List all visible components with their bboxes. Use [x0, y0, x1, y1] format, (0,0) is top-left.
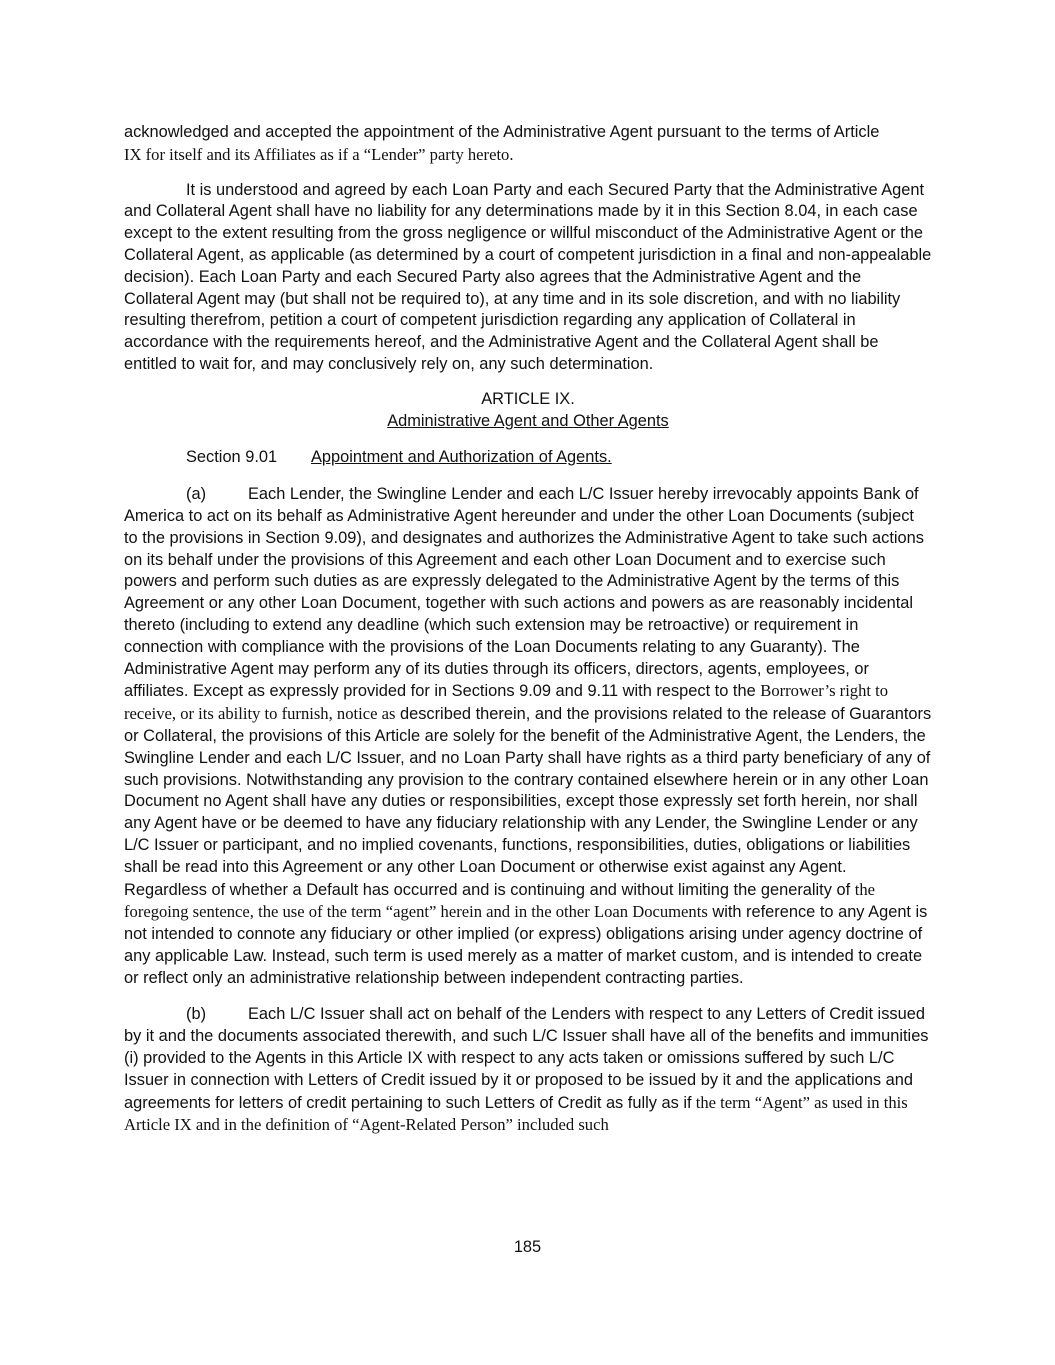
page-number: 185 [513, 1238, 542, 1256]
section-title: Appointment and Authorization of Agents. [311, 448, 612, 467]
article-number: ARTICLE IX. [481, 389, 575, 408]
continuation-line-2: IX for itself and its Affiliates as if a “Lender” party hereto. [124, 144, 514, 164]
paragraph-b-text-1: Each L/C Issuer shall act on behalf of the Lenders with respect to any Letters of Credit issued by it and the documents associated therewith, and such L/C Issuer shall have all of the benefits and immunities (i) provided to the Agents in this Article IX with respect to any acts taken or omissions suffered by such L/C Issuer in connection with Letters of Credit issued by it or proposed to be issued by it and the applications and agreements for letters of credit pertaining to such Letters of Credit as fully as if [124, 1005, 929, 1112]
paragraph-b [124, 1004, 932, 1137]
paragraph-a-label: (a) [186, 485, 207, 504]
section-8-04-paragraph: It is understood and agreed by each Loan Party and each Secured Party that the Administrative Agent and Collateral Agent shall have no liability for any determinations made by it in this Section 8.04, in each case except to the extent resulting from the gross negligence or willful misconduct of the Administrative Agent or the Collateral Agent, as applicable (as determined by a court of competent jurisdiction in a final and non-appealable decision). Each Loan Party and each Secured Party also agrees that the Administrative Agent and the Collateral Agent may (but shall not be required to), at any time and in its sole discretion, and with no liability resulting therefrom, petition a court of competent jurisdiction regarding any application of Collateral in accordance with the requirements hereof, and the Administrative Agent and the Collateral Agent shall be entitled to wait for, and may conclusively rely on, any such determination. [124, 180, 932, 373]
document-page [124, 122, 932, 1137]
continuation-line-1: acknowledged and accepted the appointment of the Administrative Agent pursuant to the terms of Article [124, 123, 880, 141]
paragraph-a-text-serif-2: the foregoing sentence, the use of the term “agent” herein and in the other Loan Documents [124, 879, 875, 922]
paragraph-b-label: (b) [186, 1005, 207, 1024]
article-title: Administrative Agent and Other Agents [387, 411, 669, 430]
paragraph-b-text-serif-1: the term “Agent” as used in this Article IX and in the definition of “Agent-Related Person” included such [124, 1092, 908, 1135]
paragraph-a-text-serif-1: Borrower’s right to receive, or its ability to furnish, notice as [124, 681, 889, 724]
section-number: Section 9.01 [186, 448, 278, 467]
section-heading [124, 447, 932, 469]
paragraph-a-text-1: Each Lender, the Swingline Lender and each L/C Issuer hereby irrevocably appoints Bank of America to act on its behalf as Administrative Agent hereunder and under the other Loan Documents (subject to the provisions in Section 9.09), and designates and authorizes the Administrative Agent to take such actions on its behalf under the provisions of this Agreement and each other Loan Document and to exercise such powers and perform such duties as are expressly delegated to the Administrative Agent by the terms of this Agreement or any other Loan Document, together with such actions and powers as are reasonably incidental thereto (including to extend any deadline (which such extension may be retroactive) or requirement in connection with compliance with the provisions of the Loan Documents relating to any Guaranty). The Administrative Agent may perform any of its duties through its officers, directors, agents, employees, or affiliates. Except as expressly provided for in Sections 9.09 and 9.11 with respect to the [124, 485, 924, 701]
article-heading [124, 389, 932, 433]
paragraph-a-text-3: with reference to any Agent is not intended to connote any fiduciary or other implied (or express) obligations arising under agency doctrine of any applicable Law. Instead, such term is used merely as a matter of market custom, and is intended to create or reflect only an administrative relationship between independent contracting parties. [124, 903, 928, 987]
paragraph-a [124, 484, 932, 989]
paragraph-a-text-2: described therein, and the provisions related to the release of Guarantors or Collateral, the provisions of this Article are solely for the benefit of the Administrative Agent, the Lenders, the Swingline Lender and each L/C Issuer, and no Loan Party shall have rights as a third party beneficiary of any of such provisions. Notwithstanding any provision to the contrary contained elsewhere herein or in any other Loan Document no Agent shall have any duties or responsibilities, except those expressly set forth herein, nor shall any Agent have or be deemed to have any fiduciary relationship with any Lender, the Swingline Lender or any L/C Issuer or participant, and no implied covenants, functions, responsibilities, duties, obligations or liabilities shall be read into this Agreement or any other Loan Document or otherwise exist against any Agent. Regardless of whether a Default has occurred and is continuing and without limiting the generality of [124, 705, 932, 899]
continuation-paragraph [124, 122, 932, 167]
